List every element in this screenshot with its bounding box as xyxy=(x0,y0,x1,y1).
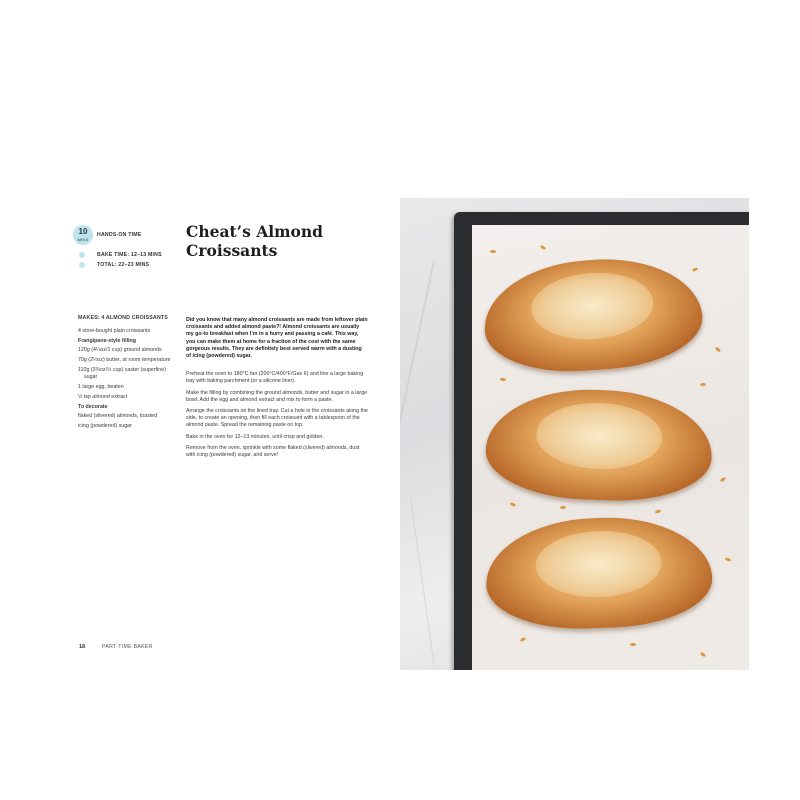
croissant-photo xyxy=(400,198,749,670)
hands-on-minutes-badge xyxy=(73,225,93,245)
ingredient-item: icing (powdered) sugar xyxy=(78,423,132,429)
method-step: Remove from the oven, sprinkle with some flaked (slivered) almonds, dust with icing (powdered) sugar, and serve! xyxy=(186,444,360,459)
badge-unit: MINS xyxy=(77,237,89,242)
makes-yield: MAKES: 4 ALMOND CROISSANTS xyxy=(78,315,168,321)
recipe-title: Cheat’s Almond Croissants xyxy=(186,222,323,260)
ingredient-item: 1 large egg, beaten xyxy=(78,384,124,390)
page-number: 18 xyxy=(79,644,86,650)
recipe-intro: Did you know that many almond croissants are made from leftover plain croissants and added almond paste?! Almond croissants are usually my go-to breakfast when I’m in a hurry and passing a café. This way, you can make them at home for a fraction of the cost with the same gorgeous results. They are definitely best served warm with a dusting of icing (powdered) sugar. xyxy=(186,317,368,360)
ingredient-item: ½ tsp almond extract xyxy=(78,394,128,400)
almond-flake xyxy=(700,383,706,386)
ingredients-column xyxy=(78,315,178,433)
hands-on-time-label: HANDS-ON TIME xyxy=(97,232,142,238)
method-step: Bake in the oven for 12–13 minutes, until crisp and golden. xyxy=(186,433,324,440)
badge-number: 10 xyxy=(78,227,88,236)
ingredient-base: 4 store-bought plain croissants xyxy=(78,328,151,334)
almond-flake xyxy=(560,506,566,509)
ingredient-item: 120g (4¼oz/1 cup) ground almonds xyxy=(78,347,162,353)
bake-time-dot-icon xyxy=(79,252,85,258)
ingredient-item: 110g (3¾oz/½ cup) caster (superfine) sugar xyxy=(78,367,166,380)
ingredient-item: flaked (slivered) almonds, toasted xyxy=(78,413,158,419)
method-column xyxy=(186,317,368,463)
method-step: Make the filling by combining the ground almonds, butter and sugar in a large bowl. Add the egg and almond extract and mix to form a paste. xyxy=(186,389,368,403)
almond-flake xyxy=(630,643,636,646)
running-head: PART-TIME BAKER xyxy=(102,644,153,650)
method-step: Preheat the oven to 180°C fan (200°C/400°F/Gas 6) and line a large baking tray with baking parchment (or a silicone liner). xyxy=(186,371,364,385)
marble-vein xyxy=(400,261,435,516)
timing-block xyxy=(73,225,183,275)
marble-vein xyxy=(410,499,435,667)
ingredient-item: 70g (2½oz) butter, at room temperature xyxy=(78,357,171,363)
almond-topping xyxy=(534,529,663,599)
filling-heading: Frangipane-style filling xyxy=(78,338,136,344)
almond-topping xyxy=(529,269,655,343)
decorate-heading: To decorate xyxy=(78,404,108,410)
almond-flake xyxy=(490,250,496,253)
total-time-dot-icon xyxy=(79,262,85,268)
almond-topping xyxy=(535,401,664,471)
bake-time-label: BAKE TIME: 12–13 MINS xyxy=(97,252,162,258)
method-step: Arrange the croissants on the lined tray. Cut a hole in the croissants along the side, to create an opening, then fill each croissant with a tablespoon of the almond paste. Spread the remaining paste on top. xyxy=(186,408,368,429)
total-time-label: TOTAL: 22–23 MINS xyxy=(97,262,150,268)
